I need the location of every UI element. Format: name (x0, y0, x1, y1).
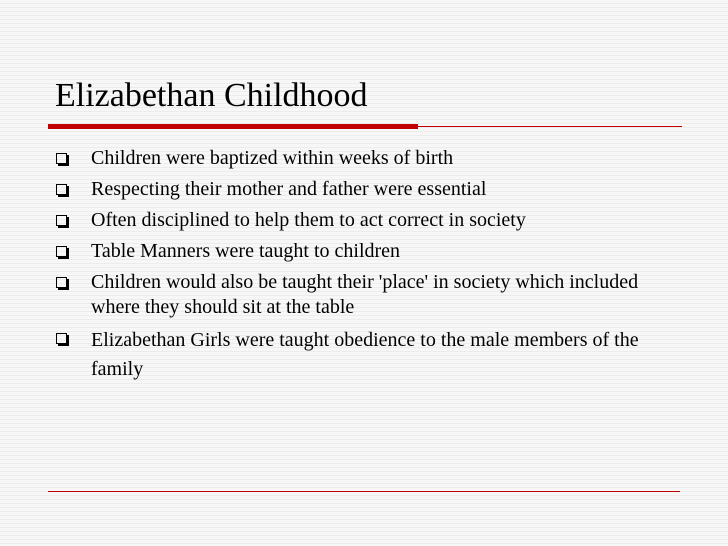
slide-title: Elizabethan Childhood (55, 77, 368, 114)
list-item (55, 208, 685, 233)
list-item (55, 239, 685, 264)
bullet-text: Table Manners were taught to children (91, 240, 401, 262)
square-outline-bullet-icon (56, 153, 67, 164)
footer-rule (48, 491, 680, 492)
bullet-list (55, 146, 685, 390)
title-underline-thick (48, 124, 418, 129)
square-outline-bullet-icon (56, 246, 67, 257)
square-outline-bullet-icon (56, 277, 67, 288)
list-item (55, 270, 685, 320)
bullet-text: Respecting their mother and father were essential (91, 178, 487, 200)
bullet-text: Children were baptized within weeks of birth (91, 147, 454, 169)
title-underline-thin (418, 126, 682, 127)
list-item (55, 326, 685, 384)
bullet-text: Children would also be taught their 'place' in society which included where they should sit at the table (91, 271, 639, 318)
square-outline-bullet-icon (56, 333, 67, 344)
bullet-text: Elizabethan Girls were taught obedience to the male members of the family (91, 329, 639, 380)
square-outline-bullet-icon (56, 215, 67, 226)
list-item (55, 177, 685, 202)
list-item (55, 146, 685, 171)
square-outline-bullet-icon (56, 184, 67, 195)
bullet-text: Often disciplined to help them to act correct in society (91, 209, 526, 231)
